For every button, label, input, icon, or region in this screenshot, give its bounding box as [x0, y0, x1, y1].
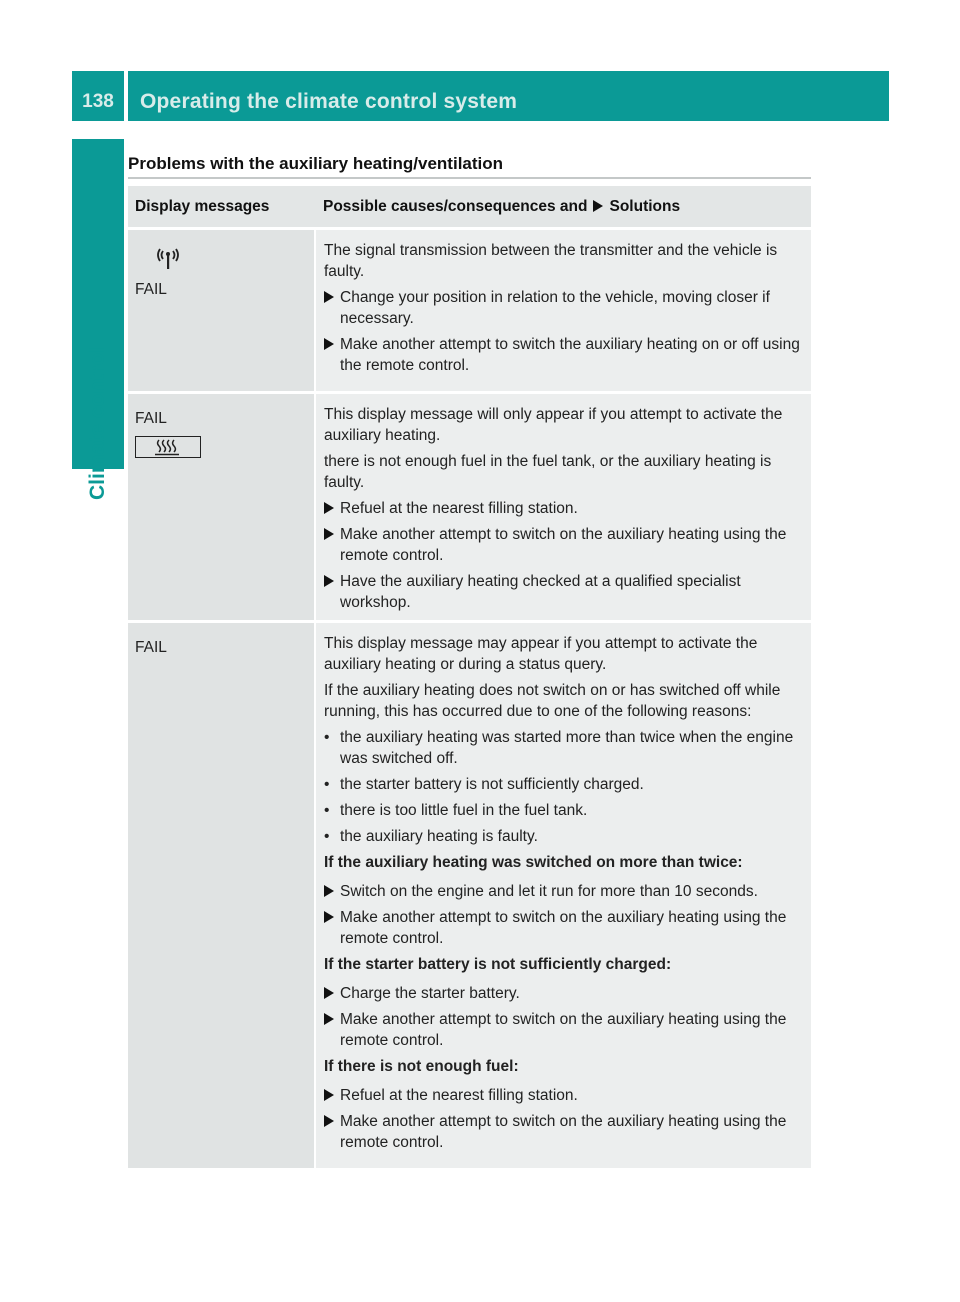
step-arrow-icon: [324, 1085, 338, 1106]
step-text: Charge the starter battery.: [340, 985, 520, 1002]
solution-step: [324, 1085, 805, 1106]
page-number: 138: [72, 71, 124, 121]
step-text: Refuel at the nearest filling station.: [340, 500, 578, 517]
bullet-text: there is too little fuel in the fuel tank.: [340, 802, 588, 819]
step-arrow-icon: [324, 498, 338, 519]
column-header-causes-solutions: [316, 186, 811, 227]
table-header: [128, 186, 811, 227]
cause-text: there is not enough fuel in the fuel tank, or the auxiliary heating is faulty.: [324, 453, 772, 491]
fail-message: FAIL: [135, 410, 167, 427]
step-text: Make another attempt to switch on the auxiliary heating using the remote control.: [340, 1113, 787, 1151]
antenna-icon: [155, 246, 314, 275]
step-arrow-icon: [324, 524, 338, 545]
bullet-icon: •: [324, 729, 330, 746]
case-heading: If the auxiliary heating was switched on more than twice:: [324, 854, 743, 871]
fail-message: FAIL: [135, 639, 167, 656]
section-title: Problems with the auxiliary heating/ventilation: [128, 154, 504, 173]
reason-bullet: [324, 800, 805, 821]
solution-step: [324, 1111, 805, 1153]
solution-step: [324, 907, 805, 949]
solution-step: [324, 1009, 805, 1051]
display-message-cell: [128, 394, 314, 620]
step-text: Make another attempt to switch on the auxiliary heating using the remote control.: [340, 1011, 787, 1049]
fail-message: FAIL: [135, 281, 167, 298]
case-heading: If the starter battery is not sufficiently charged:: [324, 956, 672, 973]
step-text: Switch on the engine and let it run for more than 10 seconds.: [340, 883, 758, 900]
reason-bullet: [324, 826, 805, 847]
step-text: Change your position in relation to the vehicle, moving closer if necessary.: [340, 289, 770, 327]
solution-step: [324, 524, 805, 566]
reason-bullet: [324, 774, 805, 795]
step-text: Have the auxiliary heating checked at a qualified specialist workshop.: [340, 573, 741, 611]
solution-step: [324, 334, 805, 376]
bullet-text: the auxiliary heating is faulty.: [340, 828, 538, 845]
cause-text: If the auxiliary heating does not switch on or has switched off while running, this has occurred due to one of the following reasons:: [324, 682, 781, 720]
reason-bullet: [324, 727, 805, 769]
step-arrow-icon: [324, 881, 338, 902]
step-arrow-icon: [324, 571, 338, 592]
messages-table: [128, 186, 811, 1168]
step-text: Make another attempt to switch the auxiliary heating on or off using the remote control.: [340, 336, 800, 374]
step-arrow-icon: [324, 907, 338, 928]
column-header-solutions: Solutions: [609, 197, 681, 215]
step-arrow-icon: [324, 1111, 338, 1132]
section-divider: [128, 177, 811, 179]
solution-cell: [316, 230, 811, 391]
page-header: [72, 71, 889, 121]
auxiliary-heating-icon: [135, 436, 201, 458]
arrow-icon: [593, 198, 603, 216]
cause-text: This display message may appear if you attempt to activate the auxiliary heating or during a status query.: [324, 635, 758, 673]
solution-step: [324, 881, 805, 902]
display-message-cell: [128, 230, 314, 391]
cause-text: The signal transmission between the transmitter and the vehicle is faulty.: [324, 242, 778, 280]
table-row: [128, 623, 811, 1168]
column-header-causes: Possible causes/consequences and: [323, 197, 588, 215]
solution-step: [324, 983, 805, 1004]
solution-step: [324, 571, 805, 613]
bullet-icon: •: [324, 802, 330, 819]
table-row: [128, 230, 811, 391]
case-heading: If there is not enough fuel:: [324, 1058, 519, 1075]
bullet-icon: •: [324, 828, 330, 845]
display-message-cell: [128, 623, 314, 1168]
step-text: Make another attempt to switch on the auxiliary heating using the remote control.: [340, 909, 787, 947]
solution-step: [324, 287, 805, 329]
chapter-title: Operating the climate control system: [128, 71, 889, 121]
solution-step: [324, 498, 805, 519]
step-arrow-icon: [324, 334, 338, 355]
column-header-display-messages: Display messages: [135, 197, 270, 215]
solution-cell: [316, 623, 811, 1168]
step-text: Refuel at the nearest filling station.: [340, 1087, 578, 1104]
solution-cell: [316, 394, 811, 620]
cause-text: This display message will only appear if you attempt to activate the auxiliary heating.: [324, 406, 783, 444]
bullet-text: the starter battery is not sufficiently charged.: [340, 776, 644, 793]
step-text: Make another attempt to switch on the auxiliary heating using the remote control.: [340, 526, 787, 564]
step-arrow-icon: [324, 1009, 338, 1030]
bullet-text: the auxiliary heating was started more than twice when the engine was switched off.: [340, 729, 794, 767]
table-row: [128, 394, 811, 620]
step-arrow-icon: [324, 983, 338, 1004]
bullet-icon: •: [324, 776, 330, 793]
side-tab-label: Climate control: [86, 347, 109, 500]
step-arrow-icon: [324, 287, 338, 308]
